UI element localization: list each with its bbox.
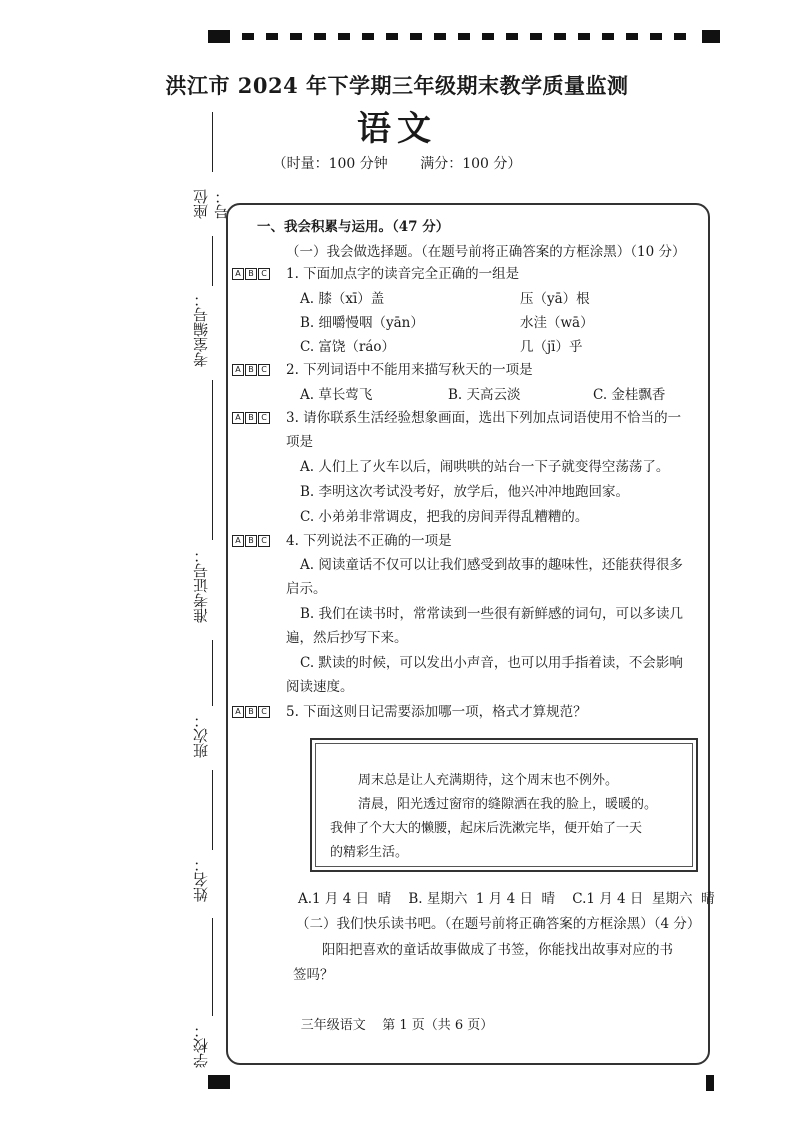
timing-mark-bottom-right [706, 1075, 714, 1091]
timing-marks-top [208, 30, 720, 44]
choice-c-box[interactable]: C [258, 535, 270, 547]
side-line-ticket[interactable] [212, 380, 213, 540]
q1-option-b2: 水洼（wā） [520, 315, 594, 331]
part2-intro-line2: 签吗？ [293, 967, 334, 983]
q3-stem-line2: 项是 [286, 434, 313, 450]
diary-line-2: 清晨，阳光透过窗帘的缝隙洒在我的脸上，暖暖的。 [358, 797, 658, 812]
q3-option-c: C. 小弟弟非常调皮，把我的房间弄得乱糟糟的。 [300, 509, 589, 525]
diary-line-1: 周末总是让人充满期待，这个周末也不例外。 [358, 773, 619, 788]
q2-stem: 2. 下列词语中不能用来描写秋天的一项是 [286, 362, 533, 378]
choice-a-box[interactable]: A [232, 535, 244, 547]
q1-stem: 1. 下面加点字的读音完全正确的一组是 [286, 266, 520, 282]
q4-option-c-line2: 阅读速度。 [286, 679, 354, 695]
q1-option-a1: A. 膝（xī）盖 [300, 291, 385, 307]
choice-a-box[interactable]: A [232, 706, 244, 718]
answer-box-q5[interactable] [232, 706, 270, 718]
part2-intro-line1: 阳阳把喜欢的童话故事做成了书签，你能找出故事对应的书 [322, 942, 673, 958]
side-label-school: 学校： [192, 1023, 210, 1069]
q4-stem: 4. 下列说法不正确的一项是 [286, 533, 452, 549]
side-line-name[interactable] [212, 770, 213, 850]
answer-box-q1[interactable] [232, 268, 270, 280]
answer-box-q3[interactable] [232, 412, 270, 424]
choice-a-box[interactable]: A [232, 268, 244, 280]
q4-option-c-line1: C. 默读的时候，可以发出小声音，也可以用手指着读，不会影响 [300, 655, 683, 671]
side-label-seat: 座位号： [192, 189, 231, 219]
diary-line-3: 我伸了个大大的懒腰，起床后洗漱完毕，便开始了一天 [330, 821, 643, 836]
choice-b-box[interactable]: B [245, 412, 257, 424]
section-heading: 一、我会积累与运用。（47 分） [257, 219, 450, 235]
q3-option-a: A. 人们上了火车以后，闹哄哄的站台一下子就变得空荡荡了。 [300, 459, 670, 475]
q3-stem-line1: 3. 请你联系生活经验想象画面，选出下列加点词语使用不恰当的一 [286, 410, 682, 426]
q5-options: A.1 月 4 日 晴 B. 星期六 1 月 4 日 晴 C.1 月 4 日 星期六 晴 [298, 891, 715, 907]
part2-instruction: （二）我们快乐读书吧。（在题号前将正确答案的方框涂黑）（4 分） [296, 916, 701, 932]
side-line-school[interactable] [212, 918, 213, 1016]
answer-box-q4[interactable] [232, 535, 270, 547]
q1-option-a2: 压（yā）根 [520, 291, 590, 307]
exam-full-score: 满分：100 分） [420, 156, 522, 172]
choice-b-box[interactable]: B [245, 535, 257, 547]
choice-b-box[interactable]: B [245, 268, 257, 280]
q1-option-c1: C. 富饶（ráo） [300, 339, 396, 355]
side-line-seat[interactable] [212, 112, 213, 172]
side-label-name: 姓名： [192, 857, 210, 903]
part1-instruction: （一）我会做选择题。（在题号前将正确答案的方框涂黑）（10 分） [286, 244, 686, 260]
choice-c-box[interactable]: C [258, 268, 270, 280]
choice-b-box[interactable]: B [245, 706, 257, 718]
side-label-room: 考室编号： [192, 292, 210, 368]
answer-box-q2[interactable] [232, 364, 270, 376]
exam-time-info [0, 153, 794, 173]
page-footer: 三年级语文 第 1 页（共 6 页） [300, 1018, 494, 1033]
q1-option-c2: 几（jī）乎 [520, 339, 583, 355]
side-label-class: 班次： [192, 713, 210, 759]
q4-option-a-line2: 启示。 [286, 581, 327, 597]
choice-a-box[interactable]: A [232, 412, 244, 424]
q2-option-a: A. 草长莺飞 [300, 387, 373, 403]
q5-stem: 5. 下面这则日记需要添加哪一项，格式才算规范？ [286, 704, 587, 720]
choice-a-box[interactable]: A [232, 364, 244, 376]
q2-option-c: C. 金桂飘香 [593, 387, 666, 403]
q4-option-b-line2: 遍，然后抄写下来。 [286, 630, 408, 646]
choice-c-box[interactable]: C [258, 364, 270, 376]
q2-option-b: B. 天高云淡 [448, 387, 521, 403]
q4-option-a-line1: A. 阅读童话不仅可以让我们感受到故事的趣味性，还能获得很多 [300, 557, 683, 573]
side-line-room[interactable] [212, 236, 213, 286]
exam-subject: 语文 [357, 109, 437, 149]
exam-duration: （时量：100 分钟 [272, 156, 388, 172]
timing-mark-bottom-left [208, 1075, 230, 1089]
choice-c-box[interactable]: C [258, 412, 270, 424]
side-line-class[interactable] [212, 640, 213, 706]
q1-option-b1: B. 细嚼慢咽（yān） [300, 315, 424, 331]
exam-title: 洪江市 2024 年下学期三年级期末教学质量监测 [165, 73, 629, 98]
q3-option-b: B. 李明这次考试没考好，放学后，他兴冲冲地跑回家。 [300, 484, 630, 500]
q4-option-b-line1: B. 我们在读书时，常常读到一些很有新鲜感的词句，可以多读几 [300, 606, 684, 622]
side-label-ticket: 准考证号： [192, 548, 210, 624]
diary-line-4: 的精彩生活。 [330, 845, 409, 860]
choice-b-box[interactable]: B [245, 364, 257, 376]
choice-c-box[interactable]: C [258, 706, 270, 718]
